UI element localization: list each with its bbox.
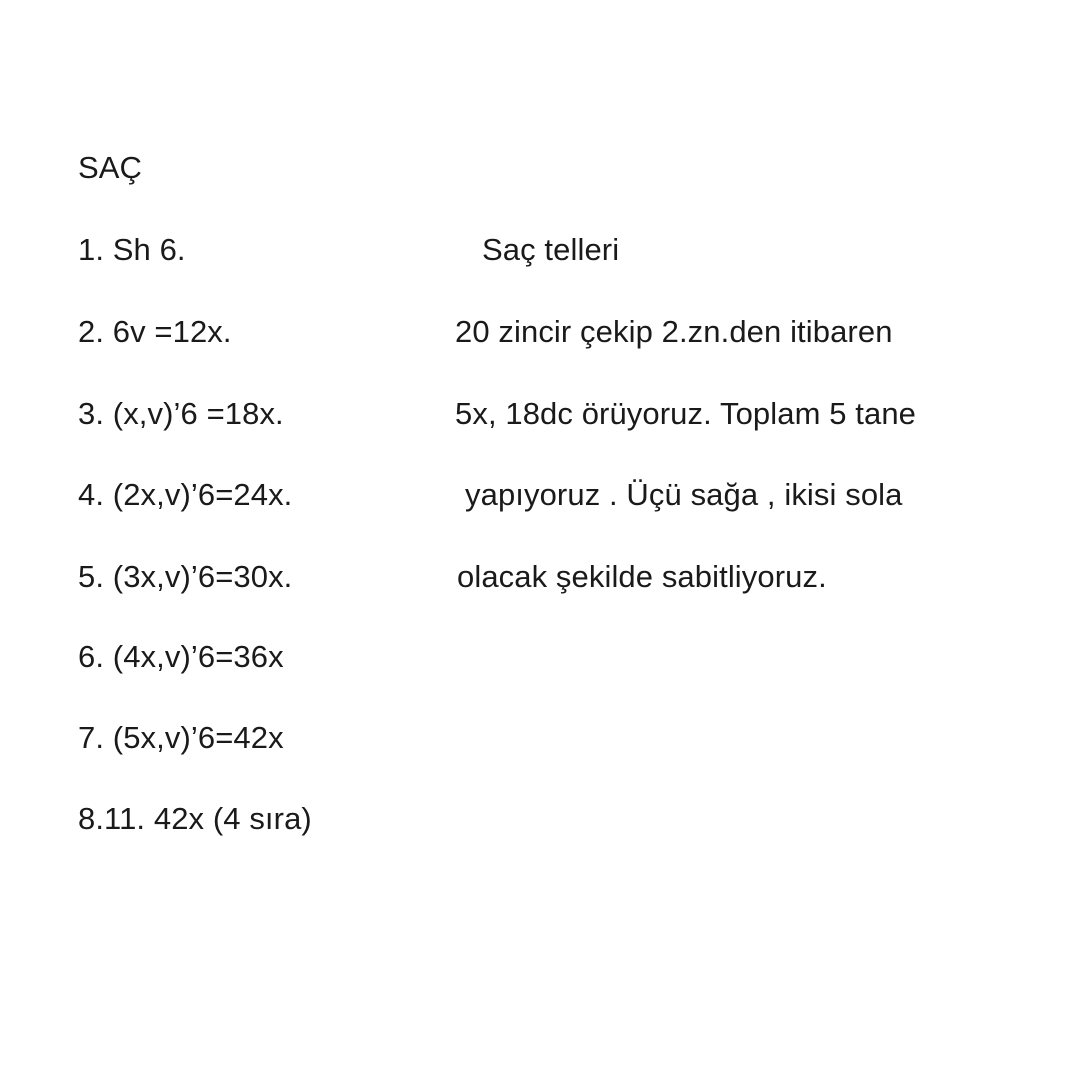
strands-line: olacak şekilde sabitliyoruz. (457, 559, 827, 594)
strands-line: yapıyoruz . Üçü sağa , ikisi sola (465, 477, 903, 512)
round-line: 7. (5x,v)’6=42x (78, 720, 284, 755)
round-line: 3. (x,v)’6 =18x. (78, 396, 284, 431)
strands-heading: Saç telleri (482, 232, 620, 267)
page-title: SAÇ (78, 150, 143, 185)
strands-line: 5x, 18dc örüyoruz. Toplam 5 tane (455, 396, 917, 431)
round-line: 5. (3x,v)’6=30x. (78, 559, 293, 594)
round-line: 8.11. 42x (4 sıra) (78, 801, 312, 836)
round-line: 6. (4x,v)’6=36x (78, 639, 284, 674)
round-line: 1. Sh 6. (78, 232, 186, 267)
round-line: 2. 6v =12x. (78, 314, 232, 349)
strands-line: 20 zincir çekip 2.zn.den itibaren (455, 314, 893, 349)
round-line: 4. (2x,v)’6=24x. (78, 477, 293, 512)
